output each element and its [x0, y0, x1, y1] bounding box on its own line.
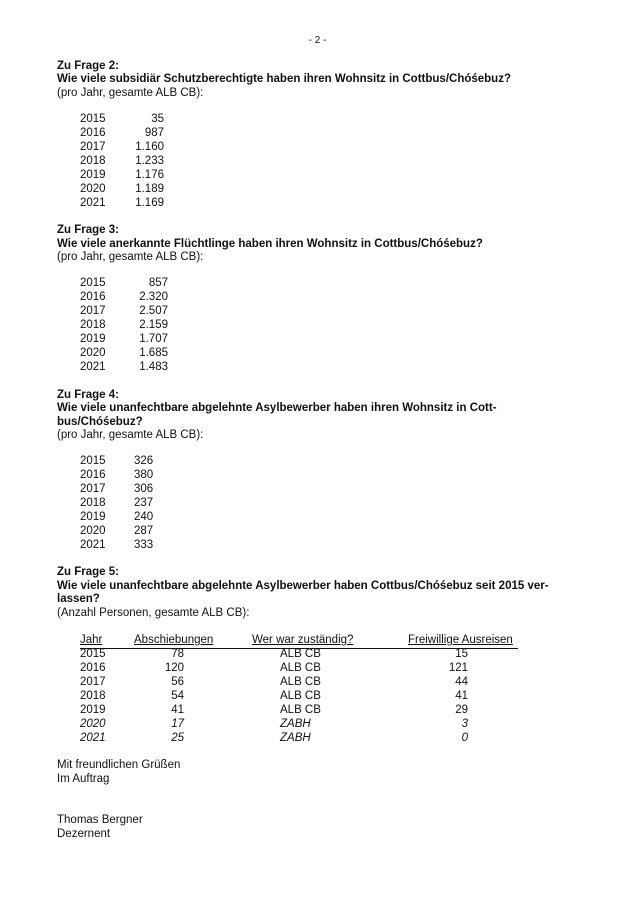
- row-value: 1.189: [135, 183, 164, 195]
- cell-year: 2019: [80, 704, 106, 716]
- row-value: 1.176: [135, 169, 164, 181]
- q3-heading: Zu Frage 3:: [57, 224, 119, 236]
- row-value: 1.483: [139, 361, 168, 373]
- cell-responsible: ALB CB: [280, 662, 321, 674]
- cell-year: 2015: [80, 648, 106, 660]
- cell-voluntary: 15: [455, 648, 468, 660]
- row-year: 2017: [80, 305, 106, 317]
- q5-question-line1: Wie viele unanfechtbare abgelehnte Asylbewerber haben Cottbus/Chóśebuz seit 2015 ver-: [57, 580, 549, 592]
- row-value: 306: [134, 483, 154, 495]
- q3-question: Wie viele anerkannte Flüchtlinge haben ihren Wohnsitz in Cottbus/Chóśebuz?: [57, 238, 483, 250]
- cell-responsible: ALB CB: [280, 704, 321, 716]
- value-row: [0, 155, 164, 169]
- row-year: 2018: [80, 497, 106, 509]
- q5-scope: (Anzahl Personen, gesamte ALB CB):: [57, 607, 250, 619]
- value-row: [0, 127, 164, 141]
- q4-scope: (pro Jahr, gesamte ALB CB):: [57, 429, 204, 441]
- row-year: 2017: [80, 141, 106, 153]
- cell-responsible: ZABH: [280, 732, 311, 744]
- cell-voluntary: 44: [455, 676, 468, 688]
- q5-question-line2: lassen?: [57, 593, 100, 605]
- row-value: 240: [134, 511, 154, 523]
- cell-deportations: 25: [171, 732, 184, 744]
- cell-voluntary: 0: [461, 732, 468, 744]
- row-year: 2015: [80, 113, 106, 125]
- q5-header-voluntary: Freiwillige Ausreisen: [408, 634, 513, 646]
- row-value: 237: [134, 497, 154, 509]
- row-value: 987: [144, 127, 164, 139]
- closing-greeting: Mit freundlichen Grüßen: [57, 759, 181, 771]
- q2-question: Wie viele subsidiär Schutzberechtigte haben ihren Wohnsitz in Cottbus/Chóśebuz?: [57, 73, 511, 85]
- row-year: 2021: [80, 539, 106, 551]
- cell-year: 2021: [80, 732, 106, 744]
- row-year: 2019: [80, 169, 106, 181]
- value-row: [0, 113, 164, 127]
- q4-question-line2: bus/Chóśebuz?: [57, 416, 143, 428]
- value-row: [0, 197, 164, 211]
- row-value: 1.685: [139, 347, 168, 359]
- row-year: 2019: [80, 333, 106, 345]
- value-row: [0, 277, 168, 291]
- value-row: [0, 319, 168, 333]
- cell-deportations: 56: [171, 676, 184, 688]
- cell-voluntary: 41: [455, 690, 468, 702]
- value-row: [0, 525, 200, 539]
- row-year: 2017: [80, 483, 106, 495]
- row-year: 2019: [80, 511, 106, 523]
- value-row: [0, 183, 164, 197]
- q5-header-responsible: Wer war zuständig?: [252, 634, 354, 646]
- value-row: [0, 361, 168, 375]
- cell-year: 2018: [80, 690, 106, 702]
- row-value: 2.159: [139, 319, 168, 331]
- cell-responsible: ALB CB: [280, 648, 321, 660]
- row-year: 2016: [80, 469, 106, 481]
- row-year: 2020: [80, 183, 106, 195]
- row-year: 2015: [80, 455, 106, 467]
- cell-deportations: 41: [171, 704, 184, 716]
- row-year: 2015: [80, 277, 106, 289]
- cell-voluntary: 121: [448, 662, 468, 674]
- value-row: [0, 539, 200, 553]
- value-row: [0, 497, 200, 511]
- row-value: 287: [134, 525, 154, 537]
- q5-heading: Zu Frage 5:: [57, 566, 119, 578]
- cell-year: 2016: [80, 662, 106, 674]
- value-row: [0, 141, 164, 155]
- row-value: 326: [134, 455, 154, 467]
- row-value: 857: [148, 277, 168, 289]
- row-value: 2.507: [139, 305, 168, 317]
- cell-responsible: ZABH: [280, 718, 311, 730]
- cell-voluntary: 29: [455, 704, 468, 716]
- cell-deportations: 78: [171, 648, 184, 660]
- signatory-name: Thomas Bergner: [57, 814, 143, 826]
- signatory-title: Dezernent: [57, 828, 111, 840]
- value-row: [0, 305, 168, 319]
- closing-on-behalf: Im Auftrag: [57, 773, 110, 785]
- row-value: 380: [134, 469, 154, 481]
- value-row: [0, 469, 200, 483]
- cell-responsible: ALB CB: [280, 690, 321, 702]
- cell-deportations: 120: [164, 662, 184, 674]
- row-value: 1.169: [135, 197, 164, 209]
- value-row: [0, 455, 200, 469]
- value-row: [0, 333, 168, 347]
- row-year: 2016: [80, 291, 106, 303]
- row-value: 2.320: [139, 291, 168, 303]
- value-row: [0, 347, 168, 361]
- row-year: 2021: [80, 361, 106, 373]
- cell-deportations: 54: [171, 690, 184, 702]
- cell-deportations: 17: [171, 718, 184, 730]
- value-row: [0, 291, 168, 305]
- row-year: 2016: [80, 127, 106, 139]
- q4-heading: Zu Frage 4:: [57, 389, 119, 401]
- value-row: [0, 169, 164, 183]
- q5-header-year: Jahr: [80, 634, 103, 646]
- q5-header-deportations: Abschiebungen: [134, 634, 214, 646]
- q2-scope: (pro Jahr, gesamte ALB CB):: [57, 87, 204, 99]
- row-value: 333: [134, 539, 154, 551]
- row-value: 1.160: [135, 141, 164, 153]
- cell-year: 2017: [80, 676, 106, 688]
- value-row: [0, 511, 200, 525]
- cell-responsible: ALB CB: [280, 676, 321, 688]
- row-year: 2020: [80, 347, 106, 359]
- page-number: - 2 -: [308, 35, 327, 46]
- cell-year: 2020: [80, 718, 106, 730]
- row-year: 2018: [80, 155, 106, 167]
- row-value: 35: [151, 113, 164, 125]
- q3-scope: (pro Jahr, gesamte ALB CB):: [57, 251, 204, 263]
- value-row: [0, 483, 200, 497]
- row-value: 1.707: [139, 333, 168, 345]
- cell-voluntary: 3: [461, 718, 468, 730]
- row-year: 2020: [80, 525, 106, 537]
- q2-heading: Zu Frage 2:: [57, 60, 119, 72]
- row-value: 1.233: [135, 155, 164, 167]
- q4-question-line1: Wie viele unanfechtbare abgelehnte Asylbewerber haben ihren Wohnsitz in Cott-: [57, 402, 497, 414]
- row-year: 2021: [80, 197, 106, 209]
- row-year: 2018: [80, 319, 106, 331]
